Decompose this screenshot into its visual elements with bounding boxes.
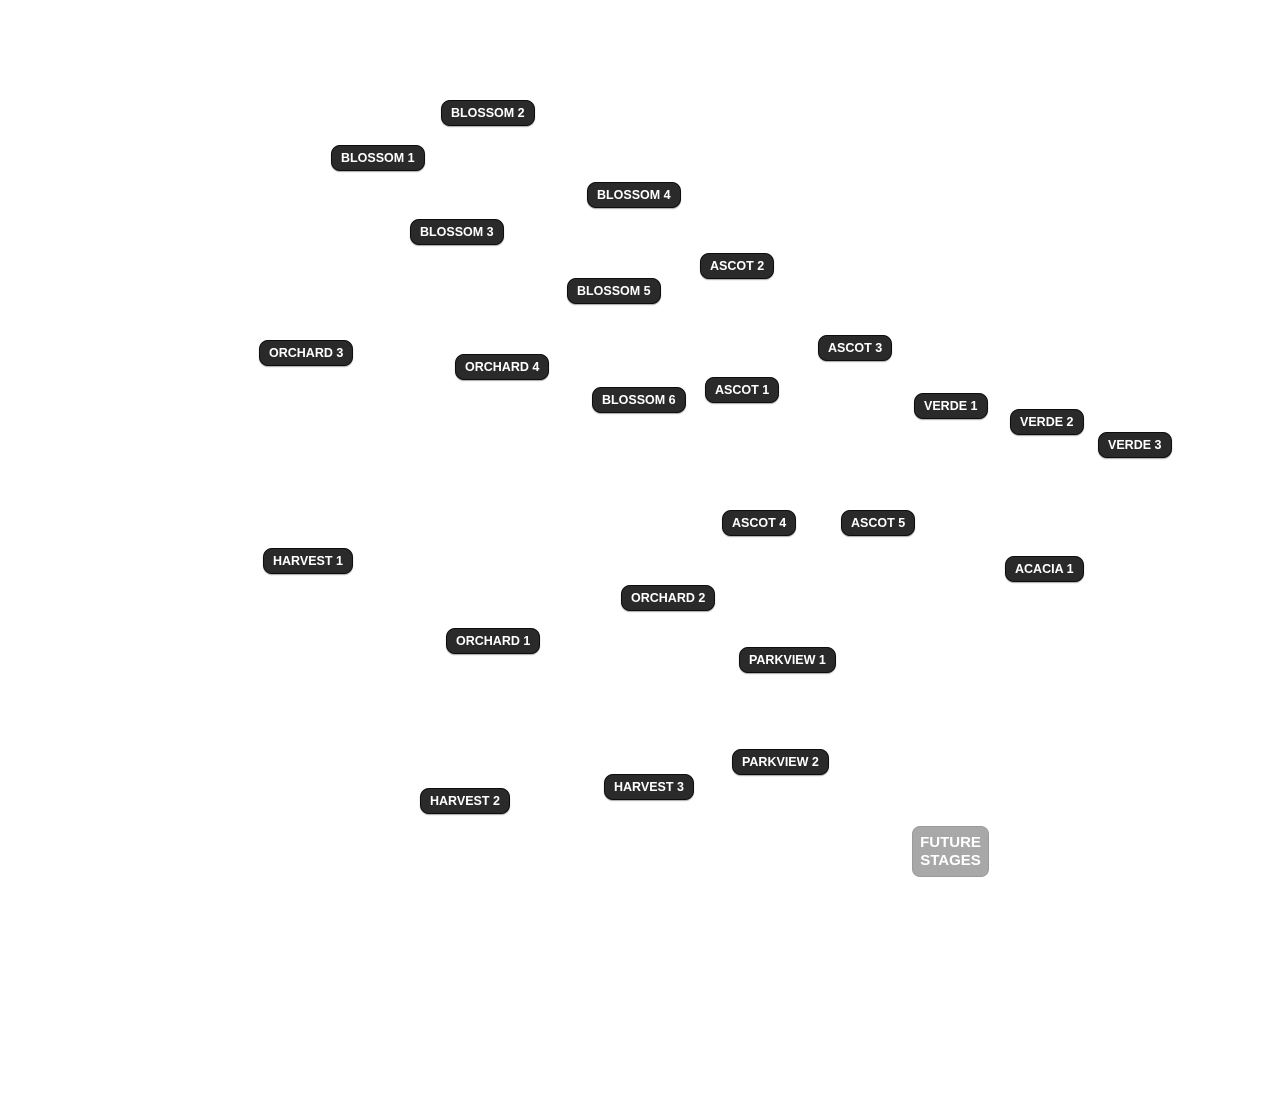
stage-label-blossom-3[interactable]: BLOSSOM 3: [410, 219, 504, 245]
future-stages-label: [912, 826, 989, 877]
stage-label-orchard-4[interactable]: ORCHARD 4: [455, 354, 549, 380]
stage-label-orchard-2[interactable]: ORCHARD 2: [621, 585, 715, 611]
stage-label-parkview-2[interactable]: PARKVIEW 2: [732, 749, 829, 775]
stage-label-verde-2[interactable]: VERDE 2: [1010, 409, 1084, 435]
stage-label-verde-3[interactable]: VERDE 3: [1098, 432, 1172, 458]
future-stages-line-1: FUTURE: [920, 833, 981, 851]
stage-label-parkview-1[interactable]: PARKVIEW 1: [739, 647, 836, 673]
stage-label-harvest-2[interactable]: HARVEST 2: [420, 788, 510, 814]
stage-label-ascot-4[interactable]: ASCOT 4: [722, 510, 796, 536]
stage-label-ascot-3[interactable]: ASCOT 3: [818, 335, 892, 361]
stage-label-ascot-2[interactable]: ASCOT 2: [700, 253, 774, 279]
stage-label-harvest-3[interactable]: HARVEST 3: [604, 774, 694, 800]
stage-label-orchard-1[interactable]: ORCHARD 1: [446, 628, 540, 654]
stage-label-blossom-2[interactable]: BLOSSOM 2: [441, 100, 535, 126]
stage-label-blossom-5[interactable]: BLOSSOM 5: [567, 278, 661, 304]
stage-label-blossom-4[interactable]: BLOSSOM 4: [587, 182, 681, 208]
stage-label-orchard-3[interactable]: ORCHARD 3: [259, 340, 353, 366]
stage-label-harvest-1[interactable]: HARVEST 1: [263, 548, 353, 574]
stage-label-ascot-1[interactable]: ASCOT 1: [705, 377, 779, 403]
stage-label-blossom-6[interactable]: BLOSSOM 6: [592, 387, 686, 413]
future-stages-line-2: STAGES: [920, 851, 981, 869]
stage-label-verde-1[interactable]: VERDE 1: [914, 393, 988, 419]
stage-label-acacia-1[interactable]: ACACIA 1: [1005, 556, 1084, 582]
stage-label-blossom-1[interactable]: BLOSSOM 1: [331, 145, 425, 171]
stage-label-ascot-5[interactable]: ASCOT 5: [841, 510, 915, 536]
